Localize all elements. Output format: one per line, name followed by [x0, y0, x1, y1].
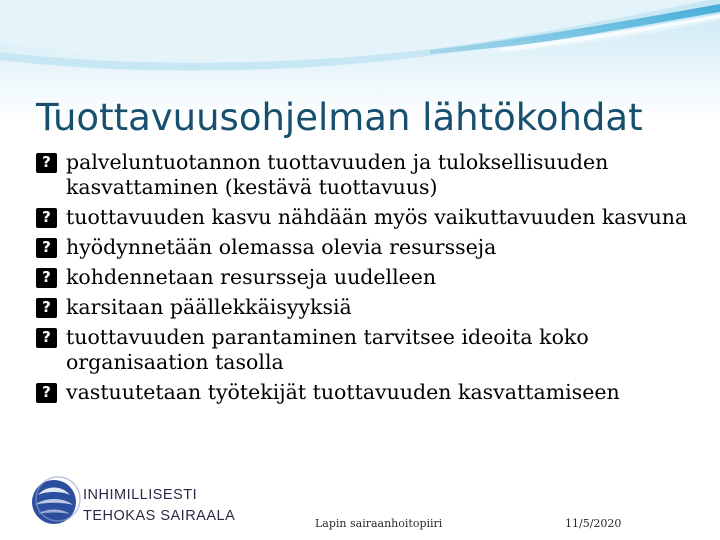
- missing-glyph-icon: [36, 153, 57, 173]
- bullet-item: [34, 205, 709, 230]
- bullet-text: tuottavuuden kasvu nähdään myös vaikuttavuuden kasvuna: [66, 205, 688, 229]
- bullet-text: vastuutetaan työtekijät tuottavuuden kasvattamiseen: [66, 380, 620, 404]
- missing-glyph-icon: [36, 383, 57, 403]
- bullet-item: [34, 235, 709, 260]
- missing-glyph-icon: [36, 268, 57, 288]
- footer-organization: Lapin sairaanhoitopiiri: [315, 517, 443, 530]
- missing-glyph-icon: [36, 238, 57, 258]
- bullet-item: [34, 150, 709, 200]
- missing-glyph-icon: [36, 328, 57, 348]
- bullet-item: [34, 265, 709, 290]
- footer-date: 11/5/2020: [565, 517, 622, 530]
- bullet-item: [34, 295, 709, 320]
- bullet-text: kohdennetaan resursseja uudelleen: [66, 265, 437, 289]
- bullet-text: karsitaan päällekkäisyyksiä: [66, 295, 352, 319]
- bullet-list: [34, 150, 709, 410]
- missing-glyph-icon: [36, 208, 57, 228]
- logo-text-line1: INHIMILLISESTI: [83, 487, 198, 503]
- bullet-text: tuottavuuden parantaminen tarvitsee ideoita koko organisaation tasolla: [66, 325, 589, 374]
- slide-title: Tuottavuusohjelman lähtökohdat: [36, 96, 643, 139]
- logo-text-line2: TEHOKAS SAIRAALA: [83, 508, 236, 524]
- bullet-item: [34, 325, 709, 375]
- bullet-text: hyödynnetään olemassa olevia resursseja: [66, 235, 497, 259]
- bullet-text: palveluntuotannon tuottavuuden ja tuloksellisuuden kasvattaminen (kestävä tuottavuus): [66, 150, 609, 199]
- missing-glyph-icon: [36, 298, 57, 318]
- bullet-item: [34, 380, 709, 405]
